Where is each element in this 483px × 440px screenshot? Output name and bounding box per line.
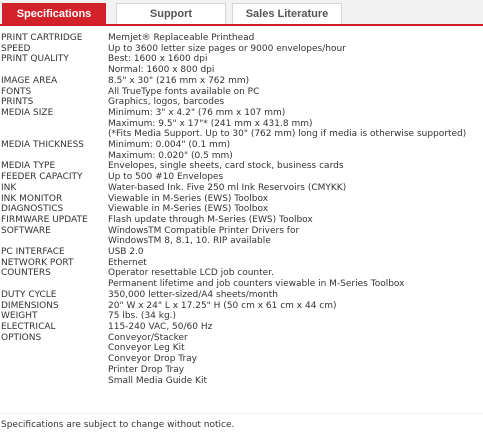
spec-value: Normal: 1600 x 800 dpi [108, 65, 215, 76]
spec-value: WindowsTM 8, 8.1, 10. RIP available [108, 236, 271, 247]
spec-row [0, 33, 483, 44]
spec-label: INK MONITOR [1, 193, 63, 204]
spec-label: ELECTRICAL [1, 321, 56, 332]
spec-values [108, 183, 483, 194]
spec-row [0, 301, 483, 312]
spec-values [108, 247, 483, 258]
spec-label: WEIGHT [1, 311, 38, 322]
spec-label: FONTS [1, 86, 32, 97]
spec-value: Minimum: 3" x 4.2" (76 mm x 107 mm) [108, 107, 286, 118]
spec-row [0, 333, 483, 387]
spec-label: NETWORK PORT [1, 257, 74, 268]
spec-label: OPTIONS [1, 332, 42, 343]
spec-label: MEDIA TYPE [1, 161, 56, 172]
spec-values [108, 322, 483, 333]
spec-value: Flash update through M-Series (EWS) Toolbox [108, 214, 313, 225]
spec-value: Small Media Guide Kit [108, 375, 207, 386]
spec-row [0, 161, 483, 172]
spec-row [0, 54, 483, 75]
spec-label: MEDIA THICKNESS [1, 140, 85, 151]
footer-note: Specifications are subject to change without notice. [1, 420, 235, 430]
spec-value: Viewable in M-Series (EWS) Toolbox [108, 193, 269, 204]
spec-value: Up to 3600 letter size pages or 9000 envelopes/hour [108, 43, 346, 54]
spec-label: FEEDER CAPACITY [1, 172, 83, 183]
spec-values [108, 215, 483, 226]
spec-values [108, 87, 483, 98]
spec-row [0, 140, 483, 161]
spec-value: 8.5" x 30" (216 mm x 762 mm) [108, 75, 250, 86]
spec-value: All TrueType fonts available on PC [108, 86, 260, 97]
spec-label: IMAGE AREA [1, 75, 58, 86]
spec-value: Minimum: 0.004" (0.1 mm) [108, 140, 231, 151]
spec-row [0, 322, 483, 333]
spec-value: Permanent lifetime and job counters viewable in M-Series Toolbox [108, 279, 405, 290]
spec-value: (*Fits Media Support. Up to 30" (762 mm) long if media is otherwise supported) [108, 129, 467, 140]
spec-row [0, 215, 483, 226]
spec-value: Ethernet [108, 257, 147, 268]
spec-label: PRINT QUALITY [1, 54, 69, 65]
tab-sales-literature[interactable]: Sales Literature [232, 3, 342, 24]
spec-row [0, 268, 483, 289]
spec-row [0, 76, 483, 87]
tab-support[interactable]: Support [116, 3, 226, 24]
spec-values [108, 33, 483, 44]
spec-row [0, 183, 483, 194]
spec-value: Conveyor Drop Tray [108, 354, 197, 365]
spec-row [0, 44, 483, 55]
spec-value: 75 lbs. (34 kg.) [108, 311, 177, 322]
spec-label: PRINTS [1, 97, 34, 108]
spec-row [0, 194, 483, 205]
spec-row [0, 172, 483, 183]
spec-values [108, 290, 483, 301]
spec-values [108, 333, 483, 387]
spec-value: Conveyor Leg Kit [108, 343, 185, 354]
spec-values [108, 97, 483, 108]
spec-row [0, 247, 483, 258]
spec-label: DIAGNOSTICS [1, 204, 64, 215]
spec-values [108, 76, 483, 87]
spec-row [0, 97, 483, 108]
tab-bar [0, 0, 483, 26]
spec-values [108, 54, 483, 75]
spec-row [0, 226, 483, 247]
spec-value: Envelopes, single sheets, card stock, business cards [108, 161, 344, 172]
spec-values [108, 311, 483, 322]
spec-values [108, 194, 483, 205]
tab-specifications[interactable]: Specifications [2, 3, 106, 24]
spec-row [0, 290, 483, 301]
spec-values [108, 268, 483, 289]
spec-values [108, 204, 483, 215]
spec-values [108, 140, 483, 161]
spec-value: Memjet® Replaceable Printhead [108, 33, 255, 43]
spec-row [0, 204, 483, 215]
spec-values [108, 44, 483, 55]
spec-values [108, 161, 483, 172]
spec-values [108, 226, 483, 247]
spec-values [108, 172, 483, 183]
spec-value: 350,000 letter-sized/A4 sheets/month [108, 289, 278, 300]
spec-value: Water-based Ink. Five 250 ml Ink Reservoirs (CMYKK) [108, 182, 347, 193]
spec-label: FIRMWARE UPDATE [1, 214, 88, 225]
spec-values [108, 301, 483, 312]
specifications-list [0, 33, 483, 386]
spec-value: Best: 1600 x 1600 dpi [108, 54, 208, 65]
spec-value: USB 2.0 [108, 247, 144, 258]
spec-label: PRINT CARTRIDGE [1, 33, 83, 43]
divider [0, 413, 483, 414]
spec-label: INK [1, 182, 17, 193]
spec-row [0, 108, 483, 140]
spec-value: Operator resettable LCD job counter. [108, 268, 274, 279]
spec-label: DUTY CYCLE [1, 289, 57, 300]
spec-value: 115-240 VAC, 50/60 Hz [108, 321, 213, 332]
spec-value: Maximum: 0.020" (0.5 mm) [108, 150, 233, 161]
spec-label: MEDIA SIZE [1, 107, 54, 118]
spec-value: Graphics, logos, barcodes [108, 97, 225, 108]
spec-label: COUNTERS [1, 268, 51, 279]
spec-value: Viewable in M-Series (EWS) Toolbox [108, 204, 269, 215]
spec-row [0, 258, 483, 269]
spec-value: WindowsTM Compatible Printer Drivers for [108, 225, 300, 236]
spec-label: DIMENSIONS [1, 300, 59, 311]
spec-value: Conveyor/Stacker [108, 332, 188, 343]
spec-label: PC INTERFACE [1, 247, 65, 258]
spec-values [108, 258, 483, 269]
spec-value: Printer Drop Tray [108, 364, 185, 375]
spec-value: Up to 500 #10 Envelopes [108, 172, 224, 183]
spec-values [108, 108, 483, 140]
spec-value: Maximum: 9.5" x 17"* (241 mm x 431.8 mm) [108, 118, 313, 129]
spec-row [0, 87, 483, 98]
spec-label: SOFTWARE [1, 225, 51, 236]
spec-value: 20" W x 24" L x 17.25" H (50 cm x 61 cm x 44 cm) [108, 300, 337, 311]
spec-row [0, 311, 483, 322]
spec-label: SPEED [1, 43, 31, 54]
